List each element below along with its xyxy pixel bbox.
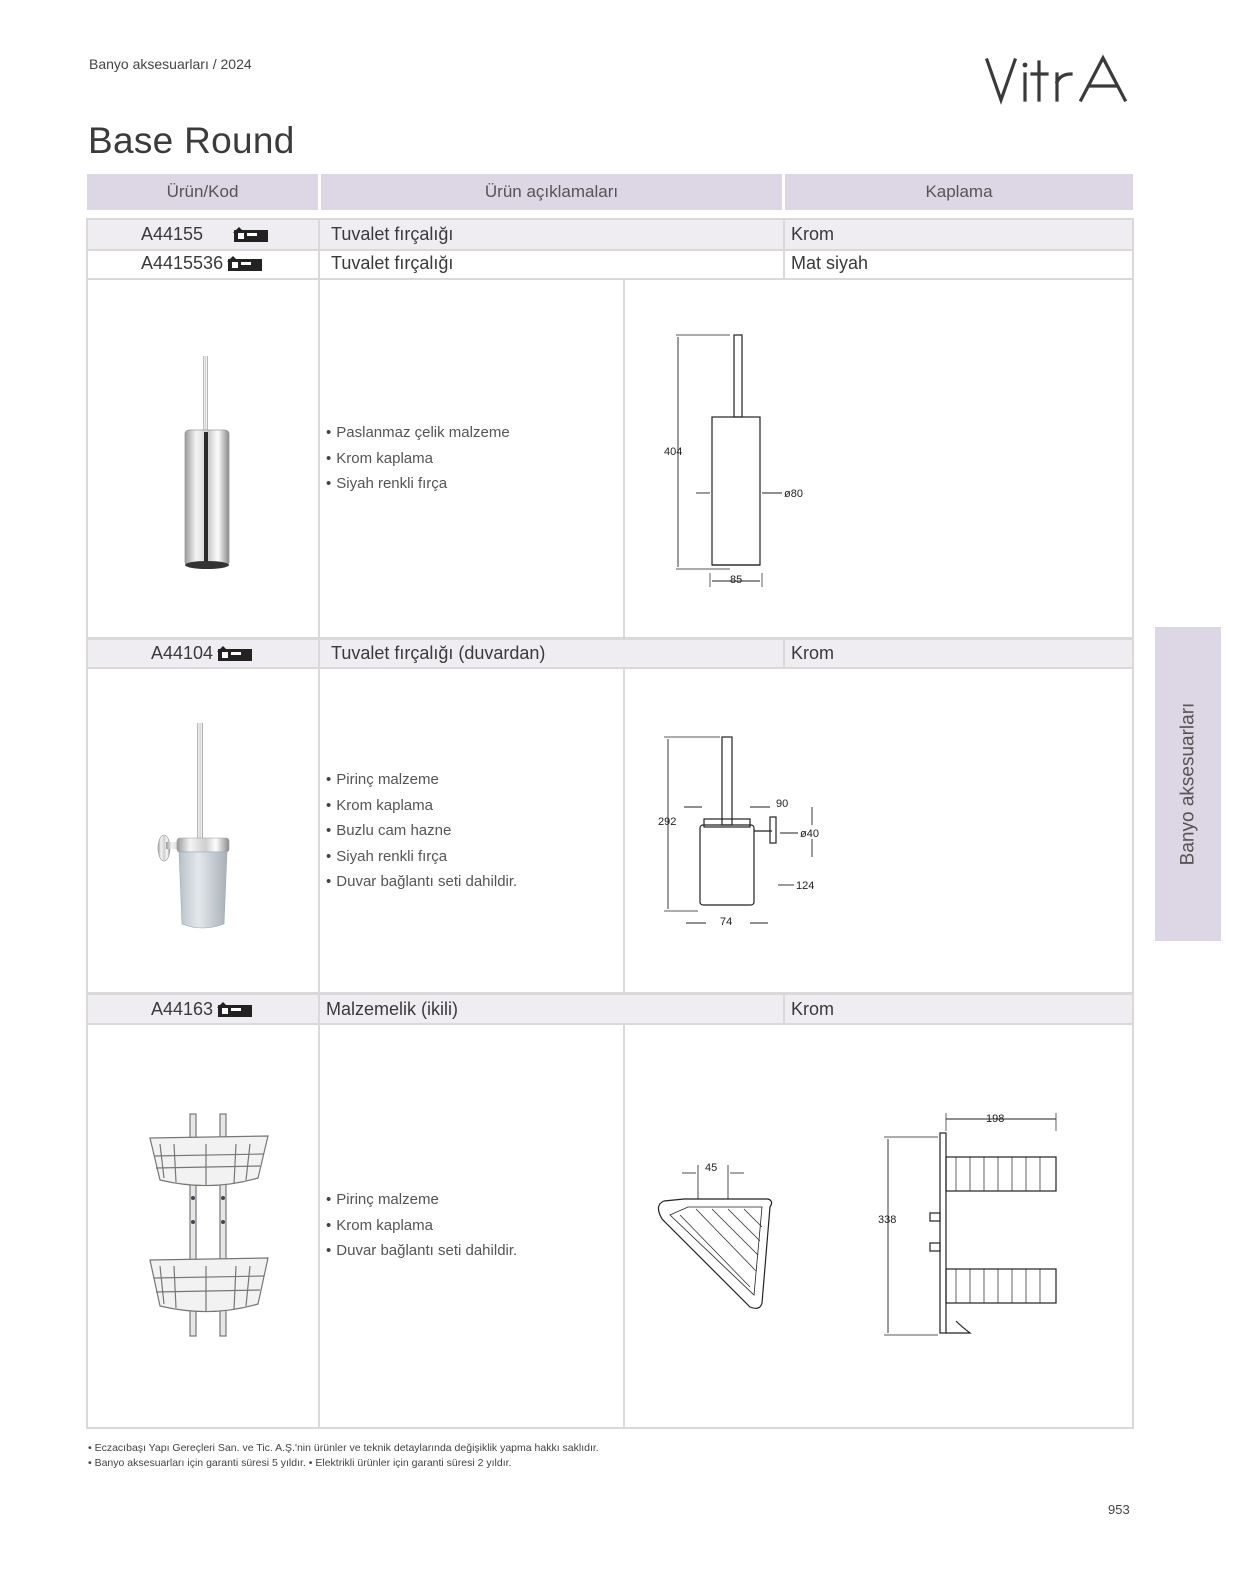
dimension-label: 85 (730, 574, 743, 586)
column-header-finish: Kaplama (785, 174, 1133, 210)
product-icon (233, 227, 269, 243)
feature-item: • Buzlu cam hazne (326, 818, 517, 844)
dimension-label: ø80 (784, 488, 803, 500)
breadcrumb: Banyo aksesuarları / 2024 (89, 56, 252, 72)
technical-drawing-top (650, 1155, 780, 1320)
technical-drawing (650, 725, 850, 940)
product-code: A44163 (151, 999, 214, 1019)
product-finish: Krom (791, 643, 835, 663)
feature-item: • Pirinç malzeme (326, 1187, 517, 1213)
column-divider (318, 995, 320, 1427)
feature-item: • Siyah renkli fırça (326, 844, 517, 870)
product-icon (217, 1002, 253, 1018)
product-finish: Krom (791, 999, 835, 1019)
column-header-code: Ürün/Kod (87, 174, 318, 210)
product-finish: Mat siyah (791, 253, 869, 273)
feature-item: • Krom kaplama (326, 1213, 517, 1239)
column-divider (623, 1025, 625, 1427)
column-divider (318, 220, 320, 278)
feature-list (326, 1187, 517, 1264)
row-divider (88, 1023, 1132, 1025)
double-shelf-image (140, 1108, 280, 1340)
product-name: Tuvalet fırçalığı (331, 224, 454, 244)
product-name: Tuvalet fırçalığı (duvardan) (331, 643, 546, 663)
dimension-label: 338 (878, 1214, 897, 1226)
dimension-label: 74 (720, 916, 733, 928)
feature-item: • Krom kaplama (326, 446, 510, 472)
column-divider (318, 280, 320, 637)
feature-item: • Pirinç malzeme (326, 767, 517, 793)
technical-drawing (650, 325, 850, 595)
column-divider (783, 995, 785, 1023)
feature-item: • Paslanmaz çelik malzeme (326, 420, 510, 446)
footnote: • Banyo aksesuarları için garanti süresi 5 yıldır. • Elektrikli ürünler için garanti süresi 2 yıldır. (88, 1457, 512, 1469)
feature-list (326, 420, 510, 497)
column-divider (623, 280, 625, 637)
product-finish: Krom (791, 224, 835, 244)
row-divider (88, 249, 1132, 251)
product-code: A44155 (141, 224, 204, 244)
page-number: 953 (1108, 1502, 1130, 1517)
column-divider (783, 220, 785, 278)
side-tab-label: Banyo aksesuarları (1177, 702, 1198, 866)
technical-drawing-side (870, 1105, 1070, 1345)
side-tab-label-wrap (1155, 627, 1221, 941)
product-name: Malzemelik (ikili) (326, 999, 459, 1019)
column-header-description: Ürün açıklamaları (321, 174, 782, 210)
column-divider (783, 640, 785, 667)
feature-item: • Siyah renkli fırça (326, 471, 510, 497)
brand-logo (985, 54, 1137, 106)
footnote: • Eczacıbaşı Yapı Gereçleri San. ve Tic. A.Ş.'nin ürünler ve teknik detaylarında değişiklik yapma hakkı saklıdır. (88, 1442, 599, 1454)
toilet-brush-image (170, 350, 240, 575)
dimension-label: 404 (664, 446, 683, 458)
product-name: Tuvalet fırçalığı (331, 253, 454, 273)
row-divider (88, 278, 1132, 280)
dimension-label: 198 (986, 1113, 1005, 1125)
dimension-label: 124 (796, 880, 815, 892)
dimension-label: 45 (705, 1162, 718, 1174)
feature-list (326, 767, 517, 895)
dimension-label: 90 (776, 798, 789, 810)
column-divider (318, 640, 320, 992)
product-icon (227, 256, 263, 272)
dimension-label: ø40 (800, 828, 819, 840)
wall-brush-image (150, 718, 240, 938)
feature-item: • Duvar bağlantı seti dahildir. (326, 1238, 517, 1264)
product-code: A4415536 (141, 253, 224, 273)
column-divider (623, 669, 625, 992)
product-code: A44104 (151, 643, 214, 663)
dimension-label: 292 (658, 816, 677, 828)
product-icon (217, 646, 253, 662)
page-title: Base Round (88, 120, 295, 161)
row-divider (88, 667, 1132, 669)
feature-item: • Duvar bağlantı seti dahildir. (326, 869, 517, 895)
feature-item: • Krom kaplama (326, 793, 517, 819)
